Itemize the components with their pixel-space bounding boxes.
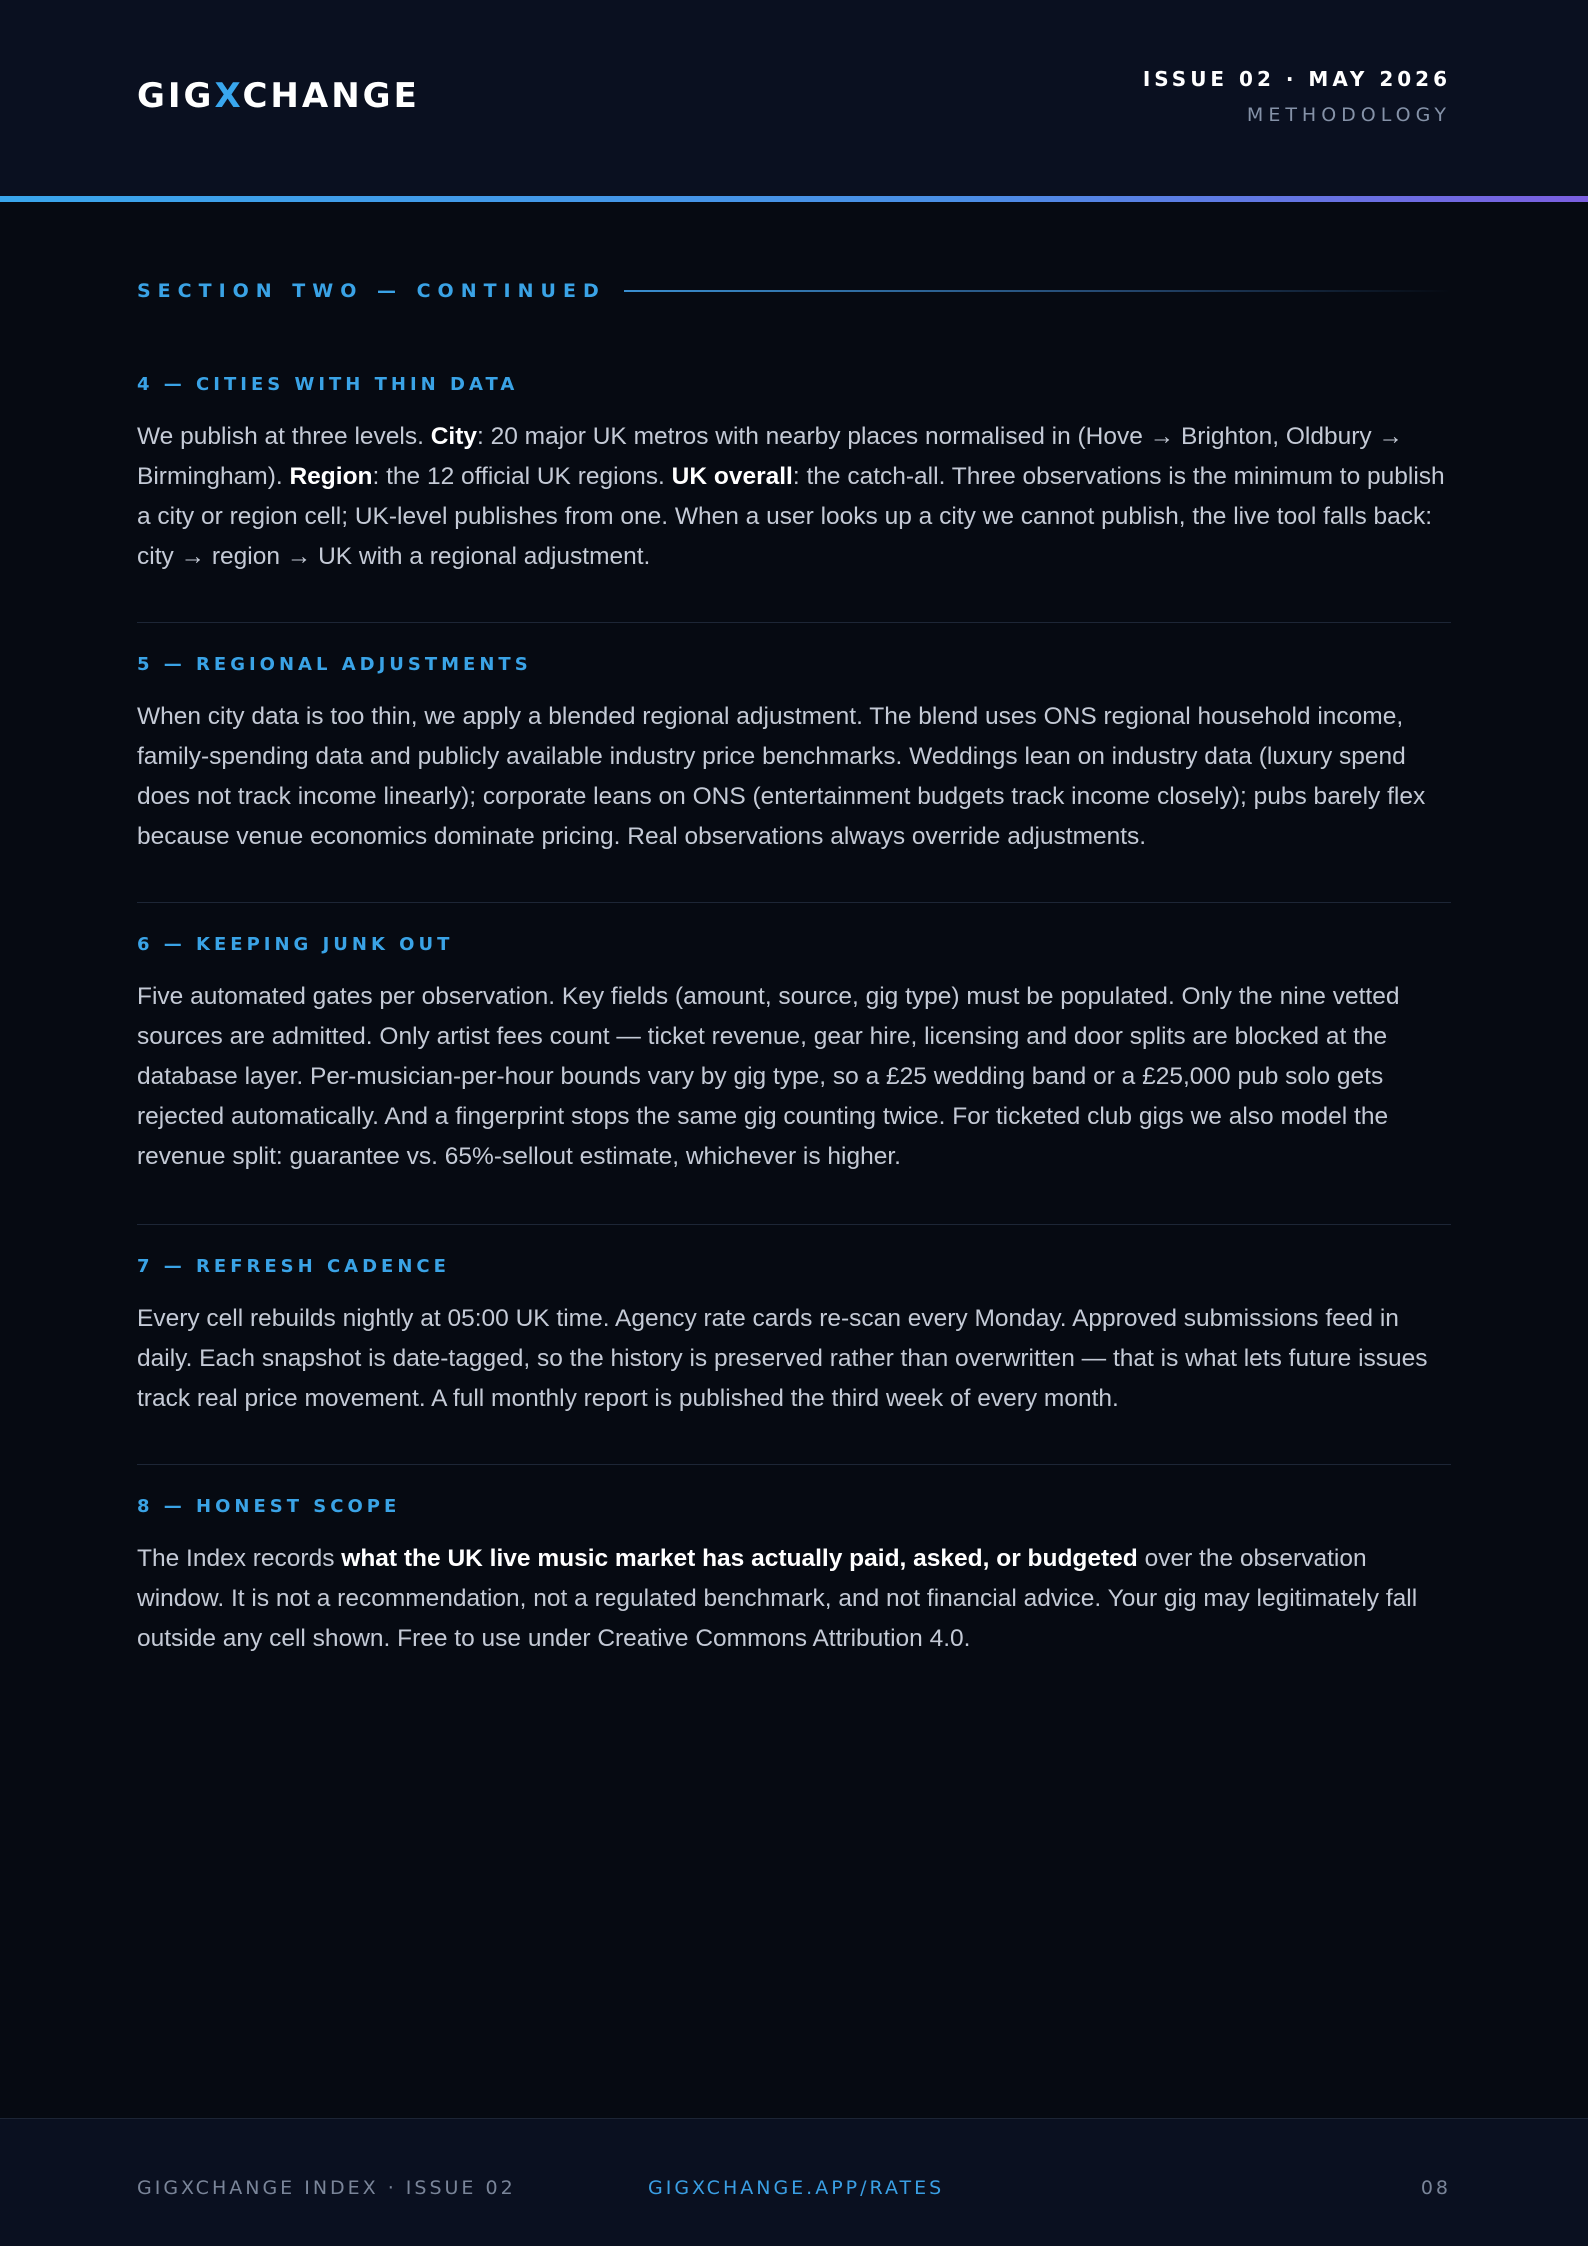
section-keeping-junk-out bbox=[137, 934, 1451, 1177]
body-text: Every cell rebuilds nightly at 05:00 UK time. Agency rate cards re-scan every Monday. Approved submissions feed in daily. Each snapshot is date-tagged, so the history is preserved rather than overwritten — that is what lets future issues track real price movement. A full monthly report is published the third week of every month. bbox=[137, 1305, 1428, 1412]
body-text: over the observation window. It is not a recommendation, not a regulated benchmark, and not financial advice. Your gig may legitimately fall outside any cell shown. Free to use under Creative Commons Attribution 4.0. bbox=[137, 1545, 1418, 1652]
eyebrow-rule bbox=[624, 290, 1451, 292]
section-divider bbox=[137, 1464, 1451, 1465]
body-text: When city data is too thin, we apply a blended regional adjustment. The blend uses ONS regional household income, family-spending data and publicly available industry price benchmarks. Weddings lean on industry data (luxury spend does not track income linearly); corporate leans on ONS (entertainment budgets track income closely); pubs barely flex because venue economics dominate pricing. Real observations always override adjustments. bbox=[137, 703, 1426, 850]
section-body bbox=[137, 1299, 1451, 1419]
section-title: 6 — KEEPING JUNK OUT bbox=[137, 934, 454, 955]
section-honest-scope bbox=[137, 1496, 1451, 1659]
body-text: Five automated gates per observation. Key fields (amount, source, gig type) must be populated. Only the nine vetted sources are admitted. Only artist fees count — ticket revenue, gear hire, licensing and door splits are blocked at the database layer. Per-musician-per-hour bounds vary by gig type, so a £25 wedding band or a £25,000 pub solo gets rejected automatically. And a fingerprint stops the same gig counting twice. For ticketed club gigs we also model the revenue split: guarantee vs. 65%-sellout estimate, whichever is higher. bbox=[137, 983, 1400, 1170]
section-body bbox=[137, 977, 1451, 1177]
body-text: The Index records bbox=[137, 1545, 342, 1572]
body-text: : the 12 official UK regions. bbox=[372, 463, 672, 490]
section-divider bbox=[137, 1224, 1451, 1225]
section-divider bbox=[137, 622, 1451, 623]
section-divider bbox=[137, 902, 1451, 903]
body-text: : the catch-all. Three observations is the minimum to publish a city or region cell; UK-level publishes from one. When a user looks up a city we cannot publish, the live tool falls back: city → region → UK with a regional adjustment. bbox=[137, 463, 1445, 570]
logo-text-start: GIG bbox=[137, 76, 215, 116]
footer-publication: GIGXCHANGE INDEX · ISSUE 02 bbox=[137, 2177, 516, 2199]
document-subtitle: METHODOLOGY bbox=[1246, 104, 1451, 126]
page-footer bbox=[0, 2118, 1588, 2246]
emphasis-text: Region bbox=[289, 463, 373, 490]
issue-label: ISSUE 02 · MAY 2026 bbox=[1142, 67, 1451, 91]
logo-text-end: CHANGE bbox=[242, 76, 420, 116]
page-number: 08 bbox=[1420, 2177, 1451, 2199]
section-regional-adjustments bbox=[137, 654, 1451, 857]
body-text: We publish at three levels. bbox=[137, 423, 431, 450]
section-title: 8 — HONEST SCOPE bbox=[137, 1496, 401, 1517]
emphasis-text: UK overall bbox=[671, 463, 793, 490]
section-cities-thin-data bbox=[137, 374, 1451, 577]
body-text: : 20 major UK metros with nearby places normalised in (Hove → Brighton, Oldbury → Birmingham). bbox=[137, 423, 1403, 490]
header-accent-bar bbox=[0, 196, 1588, 202]
section-title: 7 — REFRESH CADENCE bbox=[137, 1256, 450, 1277]
section-refresh-cadence bbox=[137, 1256, 1451, 1419]
section-title: 4 — CITIES WITH THIN DATA bbox=[137, 374, 519, 395]
section-eyebrow bbox=[137, 280, 1451, 302]
section-body bbox=[137, 697, 1451, 857]
brand-logo bbox=[137, 76, 420, 116]
section-body bbox=[137, 417, 1451, 577]
footer-url-link[interactable]: GIGXCHANGE.APP/RATES bbox=[648, 2177, 945, 2199]
section-title: 5 — REGIONAL ADJUSTMENTS bbox=[137, 654, 532, 675]
section-body bbox=[137, 1539, 1451, 1659]
logo-accent-x: X bbox=[214, 76, 243, 116]
page-header bbox=[0, 0, 1588, 196]
emphasis-text: City bbox=[430, 423, 477, 450]
eyebrow-text: SECTION TWO — CONTINUED bbox=[137, 280, 606, 302]
emphasis-text: what the UK live music market has actually paid, asked, or budgeted bbox=[341, 1545, 1138, 1572]
